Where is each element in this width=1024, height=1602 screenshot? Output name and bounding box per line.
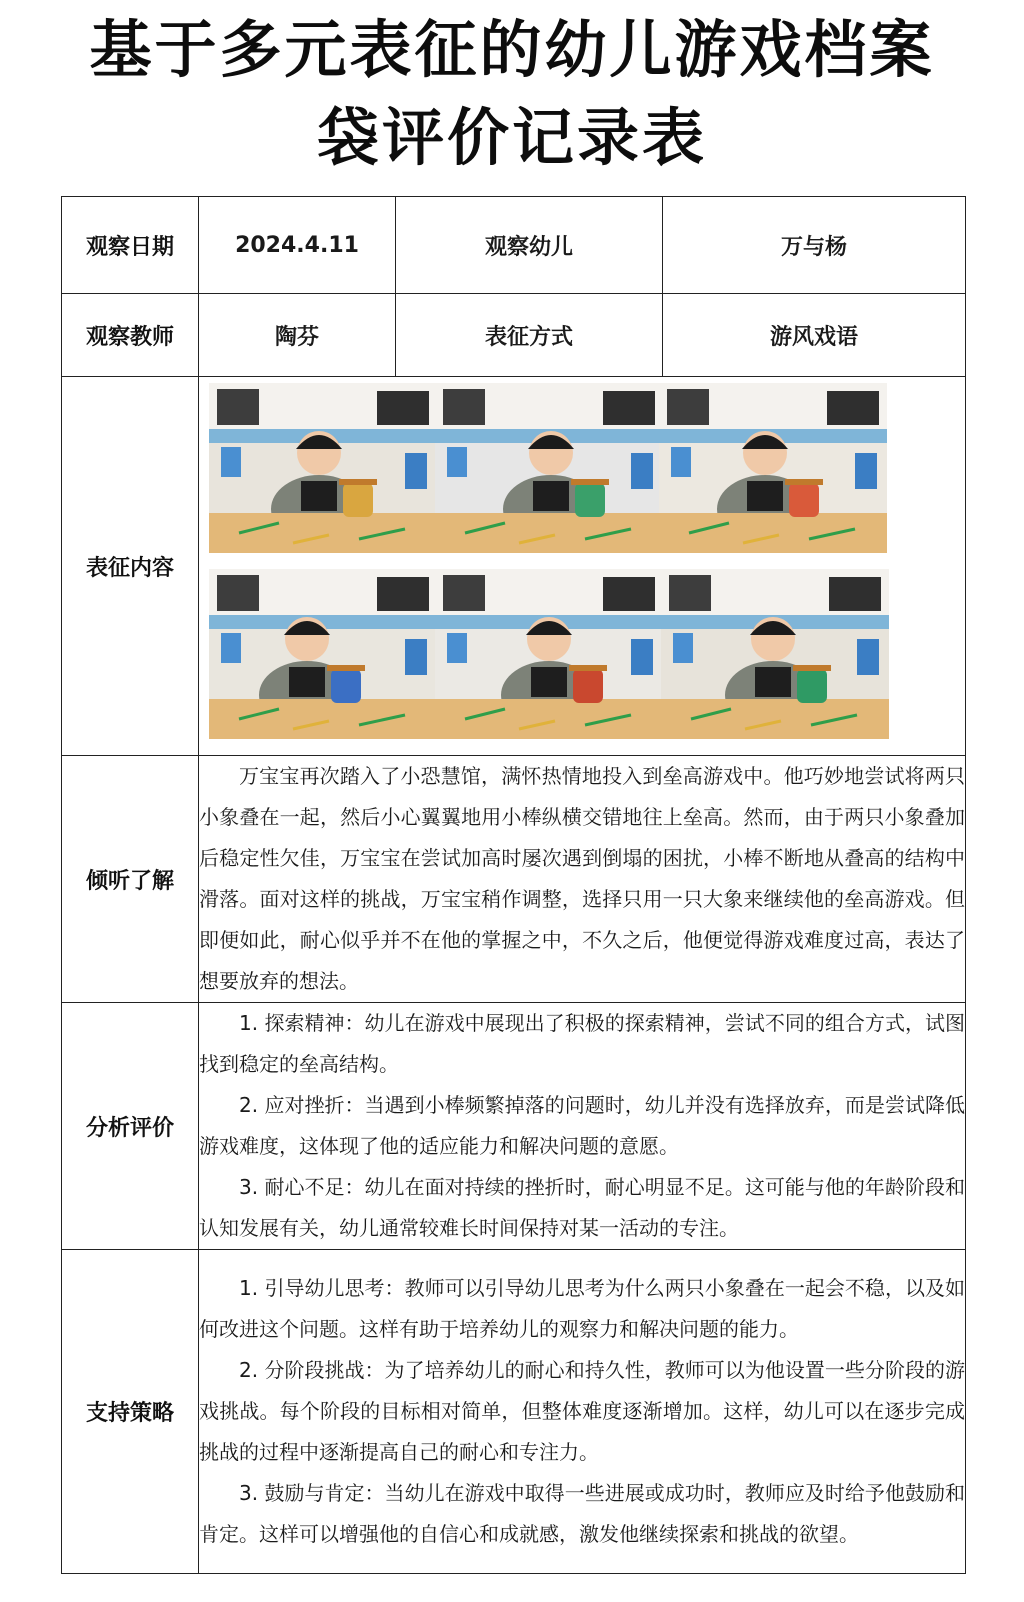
row-date-child <box>62 197 966 294</box>
analysis-text-cell <box>199 1003 966 1250</box>
teacher-value: 陶芬 <box>199 294 396 377</box>
record-table <box>61 196 966 1574</box>
child-label: 观察幼儿 <box>396 197 663 294</box>
listen-label: 倾听了解 <box>62 756 199 1003</box>
title-line-1: 基于多元表征的幼儿游戏档案 <box>89 13 935 86</box>
child-stacking-photo-5 <box>435 569 663 739</box>
page-title <box>0 6 1024 182</box>
analysis-item-1: 1. 探索精神：幼儿在游戏中展现出了积极的探索精神，尝试不同的组合方式，试图找到稳定的垒高结构。 <box>199 1011 965 1076</box>
teacher-label: 观察教师 <box>62 294 199 377</box>
child-stacking-photo-6 <box>661 569 889 739</box>
listen-text-cell <box>199 756 966 1003</box>
support-text-cell <box>199 1250 966 1574</box>
child-stacking-photo-2 <box>435 383 663 553</box>
child-stacking-photo-3 <box>659 383 887 553</box>
analysis-item-2: 2. 应对挫折：当遇到小棒频繁掉落的问题时，幼儿并没有选择放弃，而是尝试降低游戏难度，这体现了他的适应能力和解决问题的意愿。 <box>199 1093 965 1158</box>
listen-paragraph: 万宝宝再次踏入了小恐慧馆，满怀热情地投入到垒高游戏中。他巧妙地尝试将两只小象叠在一起，然后小心翼翼地用小棒纵横交错地往上垒高。然而，由于两只小象叠加后稳定性欠佳，万宝宝在尝试加高时屡次遇到倒塌的困扰，小棒不断地从叠高的结构中滑落。面对这样的挑战，万宝宝稍作调整，选择只用一只大象来继续他的垒高游戏。但即便如此，耐心似乎并不在他的掌握之中，不久之后，他便觉得游戏难度过高，表达了想要放弃的想法。 <box>199 764 965 993</box>
date-value: 2024.4.11 <box>199 197 396 294</box>
support-item-2: 2. 分阶段挑战：为了培养幼儿的耐心和持久性，教师可以为他设置一些分阶段的游戏挑战。每个阶段的目标相对简单，但整体难度逐渐增加。这样，幼儿可以在逐步完成挑战的过程中逐渐提高自己的耐心和专注力。 <box>199 1358 965 1464</box>
support-item-3: 3. 鼓励与肯定：当幼儿在游戏中取得一些进展或成功时，教师应及时给予他鼓励和肯定。这样可以增强他的自信心和成就感，激发他继续探索和挑战的欲望。 <box>199 1481 965 1546</box>
child-stacking-photo-1 <box>209 383 437 553</box>
support-label: 支持策略 <box>62 1250 199 1574</box>
analysis-label: 分析评价 <box>62 1003 199 1250</box>
content-photos-cell <box>199 377 966 756</box>
row-analysis <box>62 1003 966 1250</box>
child-value: 万与杨 <box>663 197 966 294</box>
row-support <box>62 1250 966 1574</box>
photo-grid <box>199 377 965 755</box>
date-label: 观察日期 <box>62 197 199 294</box>
row-listen <box>62 756 966 1003</box>
mode-label: 表征方式 <box>396 294 663 377</box>
title-line-2: 袋评价记录表 <box>316 101 707 174</box>
mode-value: 游风戏语 <box>663 294 966 377</box>
row-content <box>62 377 966 756</box>
content-label: 表征内容 <box>62 377 199 756</box>
analysis-item-3: 3. 耐心不足：幼儿在面对持续的挫折时，耐心明显不足。这可能与他的年龄阶段和认知发展有关，幼儿通常较难长时间保持对某一活动的专注。 <box>199 1175 965 1240</box>
support-item-1: 1. 引导幼儿思考：教师可以引导幼儿思考为什么两只小象叠在一起会不稳，以及如何改进这个问题。这样有助于培养幼儿的观察力和解决问题的能力。 <box>199 1276 965 1341</box>
child-stacking-photo-4 <box>209 569 437 739</box>
row-teacher-mode <box>62 294 966 377</box>
